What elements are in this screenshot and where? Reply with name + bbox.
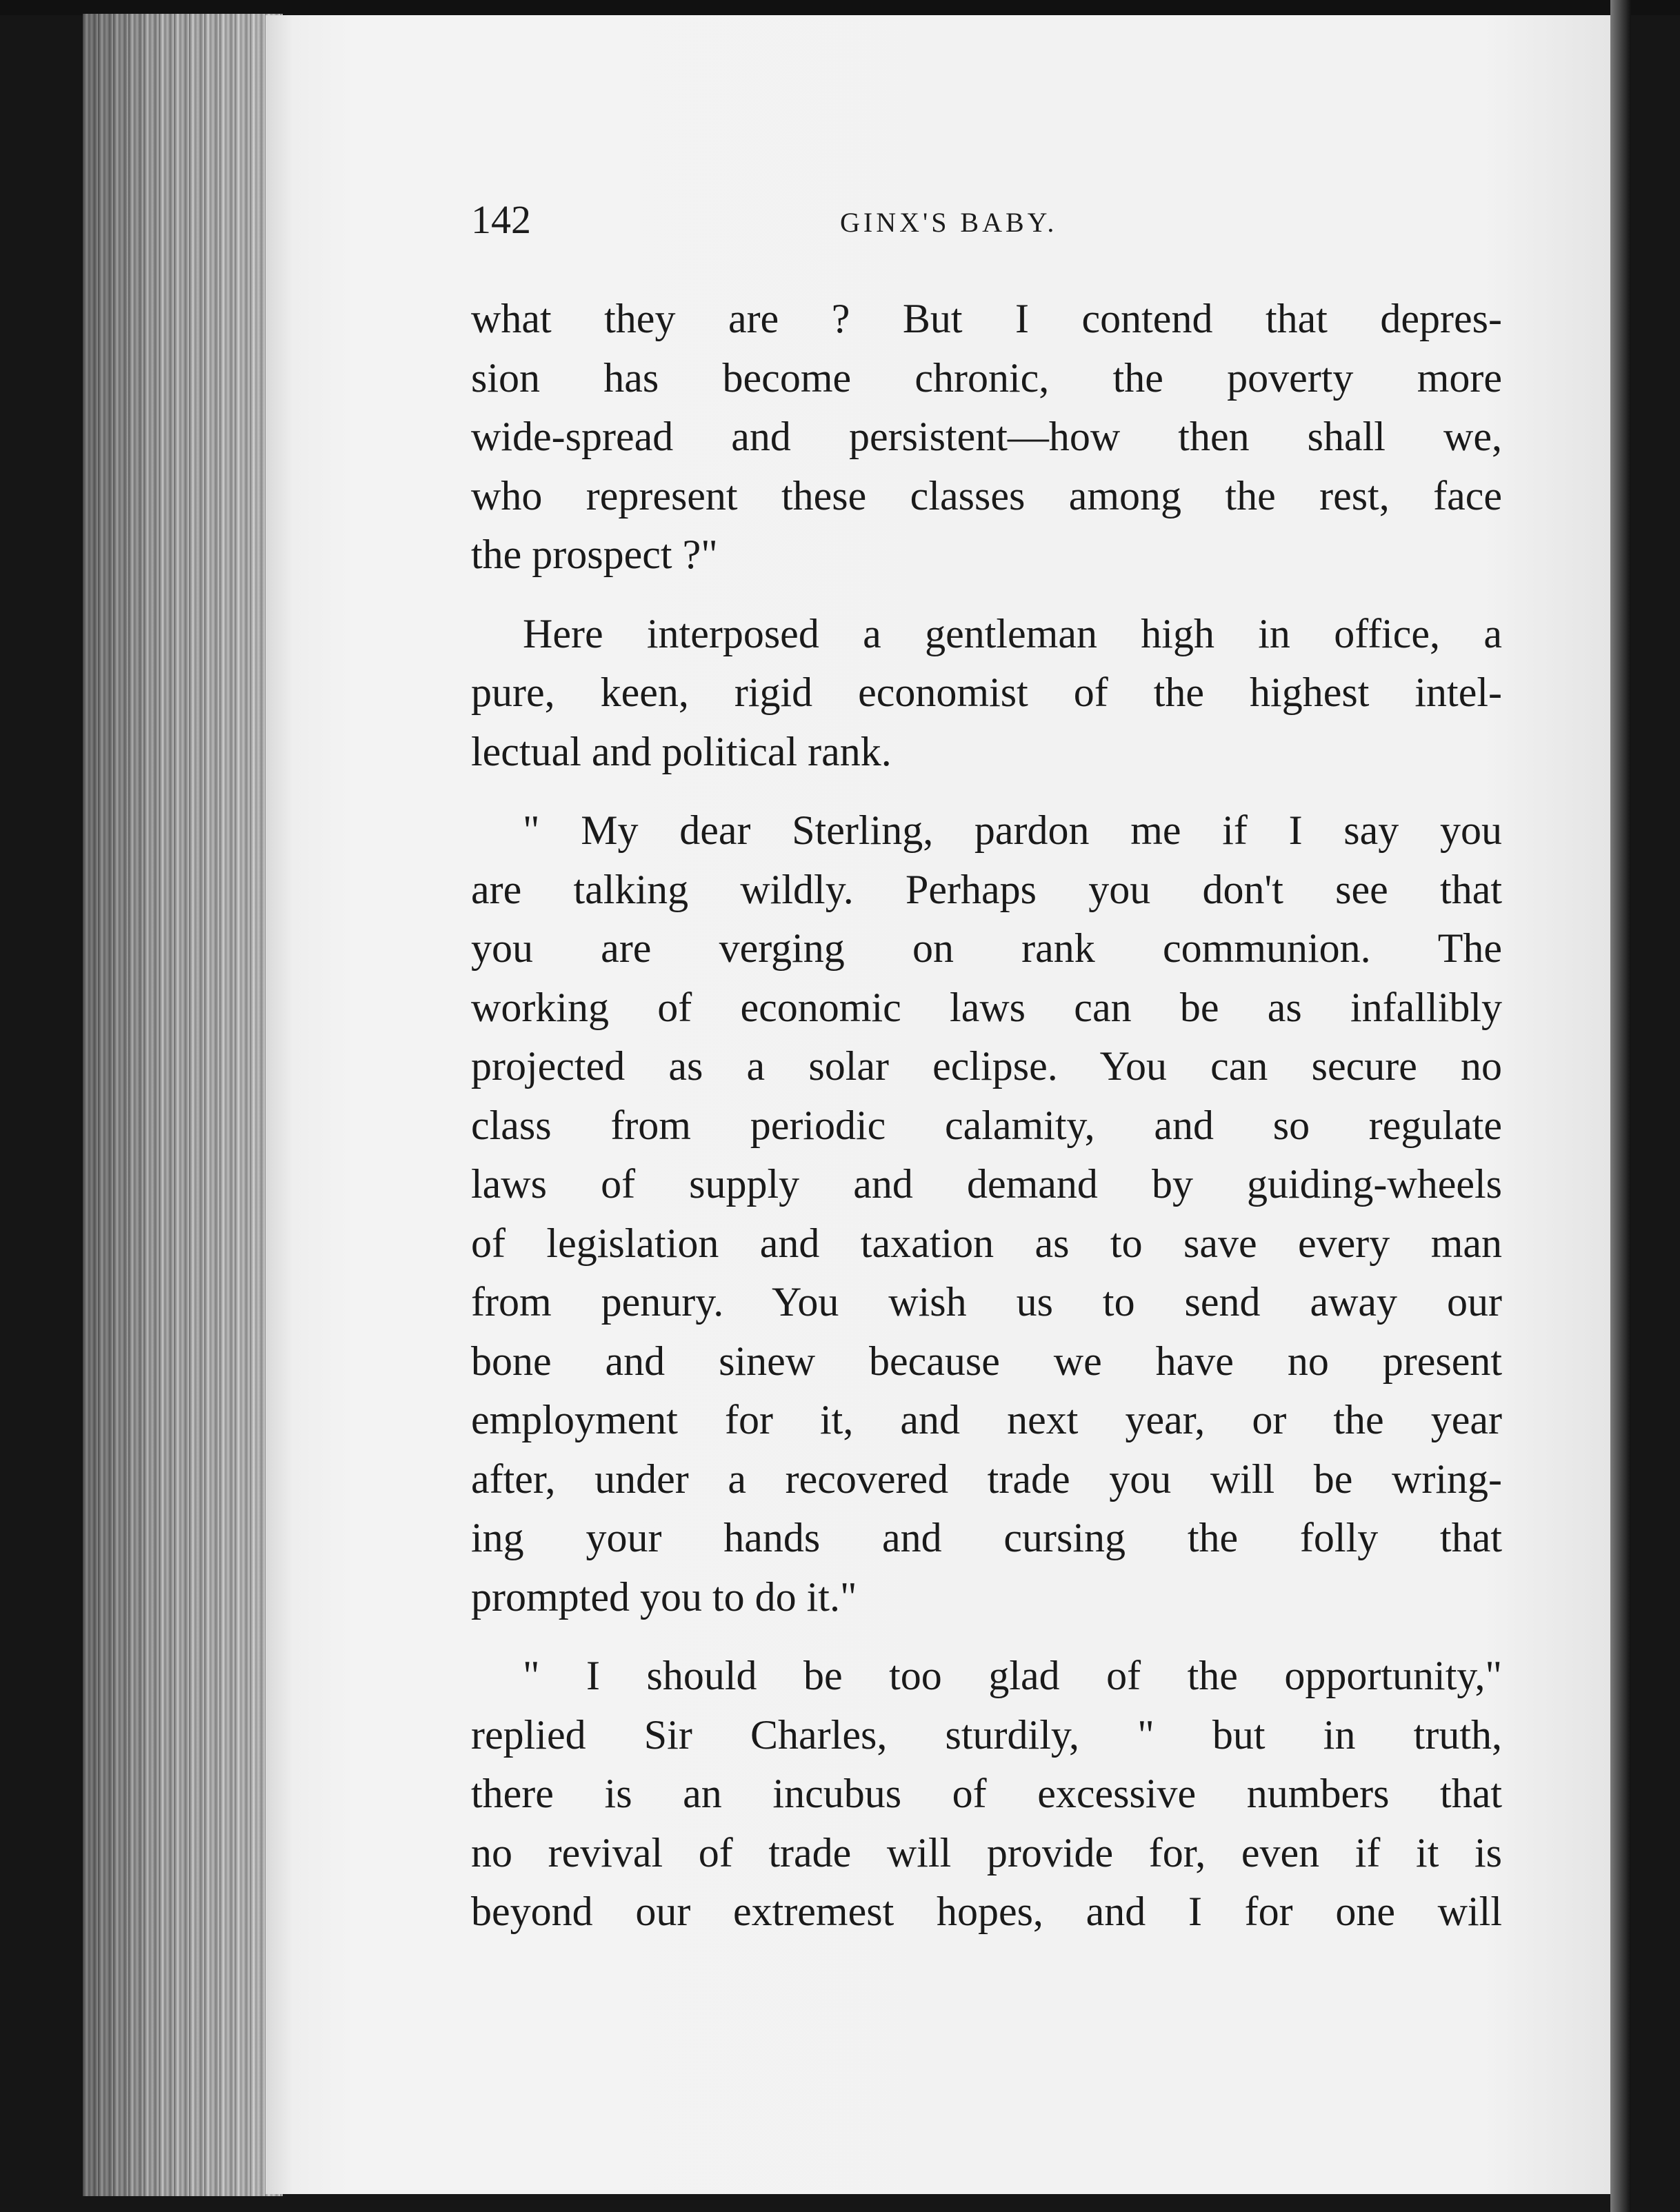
text-line: you are verging on rank communion. The	[471, 925, 1502, 971]
text-line: laws of supply and demand by guiding-wheels	[471, 1161, 1502, 1207]
text-line: Here interposed a gentleman high in office, a	[523, 610, 1502, 656]
text-line: the prospect ?"	[471, 532, 718, 577]
text-line: class from periodic calamity, and so regulate	[471, 1102, 1502, 1148]
text-line: employment for it, and next year, or the year	[471, 1397, 1502, 1442]
text-line: from penury. You wish us to send away our	[471, 1279, 1502, 1325]
text-line: who represent these classes among the rest, face	[471, 472, 1502, 519]
text-line: lectual and political rank.	[471, 728, 892, 774]
running-head	[471, 197, 1502, 252]
scan-top-border	[0, 0, 1680, 15]
text-line: ing your hands and cursing the folly that	[471, 1515, 1502, 1560]
text-line: of legislation and taxation as to save every man	[471, 1220, 1502, 1266]
text-line: no revival of trade will provide for, even if it is	[471, 1829, 1502, 1876]
paragraph-gap	[471, 1627, 1502, 1647]
paragraph-gap	[471, 585, 1502, 605]
paragraph-gap	[471, 781, 1502, 801]
running-title: GINX'S BABY.	[840, 207, 1058, 238]
book-spine-shadow	[1610, 0, 1631, 2212]
text-line: pure, keen, rigid economist of the highest intel-	[471, 670, 1502, 715]
paragraph-3	[471, 801, 1502, 1627]
text-line: after, under a recovered trade you will be wring-	[471, 1456, 1502, 1502]
paragraph-2	[471, 605, 1502, 782]
text-line: working of economic laws can be as infallibly	[471, 984, 1502, 1030]
text-line: what they are ? But I contend that depres-	[471, 296, 1502, 341]
text-line: prompted you to do it."	[471, 1573, 857, 1620]
text-line: bone and sinew because we have no present	[471, 1338, 1502, 1384]
paragraph-4	[471, 1647, 1502, 1942]
text-line: " My dear Sterling, pardon me if I say you	[523, 807, 1502, 853]
body-text	[471, 290, 1502, 1942]
text-line: sion has become chronic, the poverty more	[471, 354, 1502, 401]
text-line: there is an incubus of excessive numbers that	[471, 1771, 1502, 1816]
paragraph-1	[471, 290, 1502, 585]
book-page-edges	[83, 14, 283, 2196]
text-line: " I should be too glad of the opportunity,"	[523, 1653, 1502, 1698]
text-line: replied Sir Charles, sturdily, " but in truth,	[471, 1711, 1502, 1758]
text-line: are talking wildly. Perhaps you don't see that	[471, 866, 1502, 912]
text-line: projected as a solar eclipse. You can secure no	[471, 1043, 1502, 1089]
page-number: 142	[471, 197, 531, 242]
text-line: beyond our extremest hopes, and I for one will	[471, 1889, 1502, 1934]
text-line: wide-spread and persistent—how then shall we,	[471, 414, 1502, 459]
